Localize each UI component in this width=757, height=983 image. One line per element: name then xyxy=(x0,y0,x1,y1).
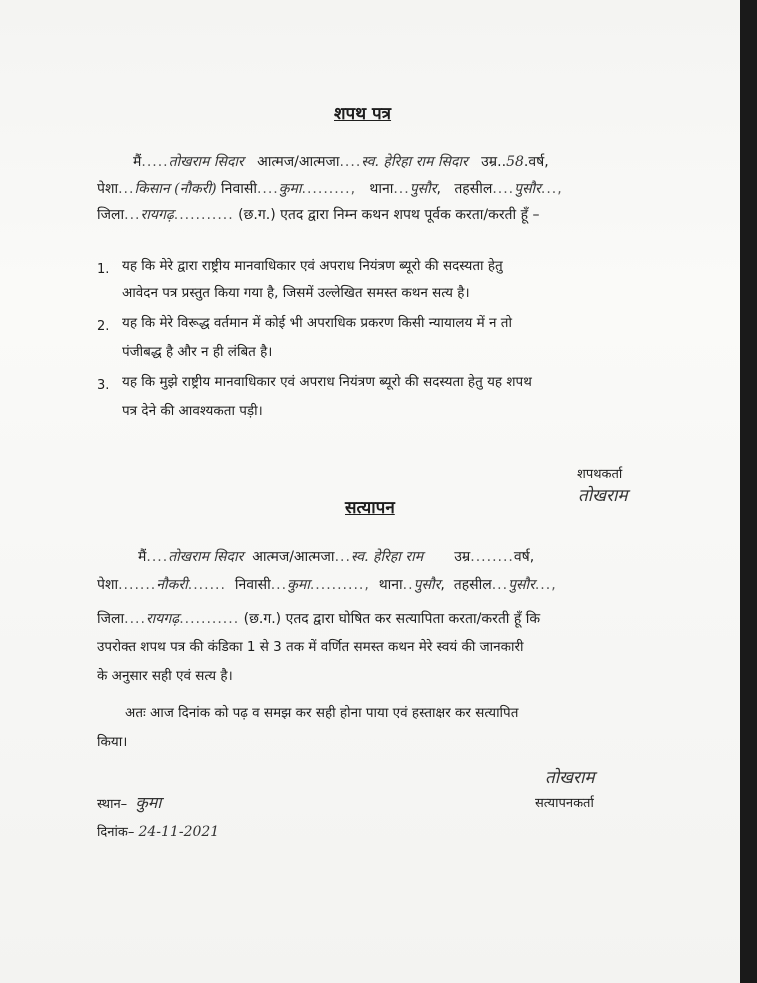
verification-line-7: किया। xyxy=(97,734,128,750)
date-line xyxy=(97,825,219,839)
verification-title: सत्यापन xyxy=(345,498,395,518)
label: जिला xyxy=(97,611,125,627)
district-value: रायगढ़ xyxy=(145,611,180,627)
affidavit-title: शपथ पत्र xyxy=(334,104,392,124)
affidavit-line-2: पेशा...किसान (नौकरी) निवासी....कुमा........., थाना...पुसौर, तहसील....पुसौर..., xyxy=(97,181,563,197)
point-3-line-1: यह कि मुझे राष्ट्रीय मानवाधिकार एवं अपराध नियंत्रण ब्यूरो की सदस्यता हेतु यह शपथ xyxy=(122,374,532,390)
affiant-signature: तोखराम xyxy=(578,486,628,506)
place-line xyxy=(97,795,161,811)
label: निवासी xyxy=(234,577,271,593)
tehsil-value: पुसौर xyxy=(508,577,535,593)
verification-line-1: मैं....तोखराम सिदार आत्मज/आत्मजा...स्व. हेरिहा राम उम्र........वर्ष, xyxy=(138,549,535,565)
verifier-label: सत्यापनकर्ता xyxy=(535,796,594,811)
affidavit-line-1: मैं.....तोखराम सिदार आत्मज/आत्मजा....स्व. हेरिहा राम सिदार उम्र..58.वर्ष, xyxy=(133,154,549,170)
affiant-label: शपथकर्ता xyxy=(577,467,623,482)
residence-value: कुमा xyxy=(287,577,310,593)
label: पेशा xyxy=(97,181,119,197)
label: उम्र xyxy=(454,549,471,565)
point-1-line-1: यह कि मेरे द्वारा राष्ट्रीय मानवाधिकार एवं अपराध नियंत्रण ब्यूरो की सदस्यता हेतु xyxy=(122,258,503,274)
date-label: दिनांक– xyxy=(97,825,135,840)
label: मैं xyxy=(133,154,142,170)
point-3-line-2: पत्र देने की आवश्यकता पड़ी। xyxy=(122,403,263,419)
point-number: 1. xyxy=(97,262,110,277)
verification-line-3: जिला....रायगढ़........... (छ.ग.) एतद द्वारा घोषित कर सत्यापिता करता/करती हूँ कि xyxy=(97,611,541,627)
residence-value: कुमा xyxy=(278,181,302,197)
place-label: स्थान– xyxy=(97,797,128,812)
tehsil-value: पुसौर xyxy=(514,181,541,197)
verification-line-4: उपरोक्त शपथ पत्र की कंडिका 1 से 3 तक में वर्णित समस्त कथन मेरे स्वयं की जानकारी xyxy=(97,639,524,655)
label: थाना xyxy=(369,181,394,197)
verification-line-5: के अनुसार सही एवं सत्य है। xyxy=(97,668,233,684)
occupation-value: किसान (नौकरी) xyxy=(134,181,217,197)
point-number: 3. xyxy=(97,378,110,393)
father-value: स्व. हेरिहा राम सिदार xyxy=(361,154,468,170)
police-value: पुसौर xyxy=(409,181,437,197)
scan-border xyxy=(740,0,757,983)
label: मैं xyxy=(138,549,147,565)
point-2-line-1: यह कि मेरे विरूद्ध वर्तमान में कोई भी अपराधिक प्रकरण किसी न्यायालय में न तो xyxy=(122,315,512,331)
age-value: 58 xyxy=(506,154,524,170)
label: आत्मज/आत्मजा xyxy=(257,154,340,170)
label: वर्ष, xyxy=(513,549,535,565)
father-value: स्व. हेरिहा राम xyxy=(350,549,424,565)
verifier-signature: तोखराम xyxy=(545,768,595,788)
label: थाना xyxy=(378,577,403,593)
statement: (छ.ग.) एतद द्वारा निम्न कथन शपथ पूर्वक करता/करती हूँ – xyxy=(238,207,540,223)
label: तहसील xyxy=(453,577,492,593)
place-value: कुमा xyxy=(135,793,162,812)
point-2-line-2: पंजीबद्ध है और न ही लंबित है। xyxy=(122,344,273,360)
name-value: तोखराम सिदार xyxy=(168,549,244,565)
name-value: तोखराम सिदार xyxy=(168,154,244,170)
label: पेशा xyxy=(97,577,119,593)
point-number: 2. xyxy=(97,319,110,334)
label: आत्मज/आत्मजा xyxy=(252,549,335,565)
district-value: रायगढ़ xyxy=(140,207,174,223)
label: निवासी xyxy=(221,181,257,197)
point-1-line-2: आवेदन पत्र प्रस्तुत किया गया है, जिसमें उल्लेखित समस्त कथन सत्य है। xyxy=(122,285,470,301)
police-value: पुसौर xyxy=(413,577,441,593)
verification-line-2: पेशा.......नौकरी....... निवासी...कुमा.........., थाना..पुसौर, तहसील...पुसौर..., xyxy=(97,577,557,593)
occupation-value: नौकरी xyxy=(156,577,188,593)
label: जिला xyxy=(97,207,125,223)
label: वर्ष, xyxy=(528,154,549,170)
statement: (छ.ग.) एतद द्वारा घोषित कर सत्यापिता करता/करती हूँ कि xyxy=(243,611,541,627)
date-value: 24-11-2021 xyxy=(138,824,220,840)
affidavit-line-3: जिला...रायगढ़........... (छ.ग.) एतद द्वारा निम्न कथन शपथ पूर्वक करता/करती हूँ – xyxy=(97,207,540,223)
label: उम्र xyxy=(481,154,498,170)
label: तहसील xyxy=(454,181,493,197)
verification-line-6: अतः आज दिनांक को पढ़ व समझ कर सही होना पाया एवं हस्ताक्षर कर सत्यापित xyxy=(125,705,519,721)
